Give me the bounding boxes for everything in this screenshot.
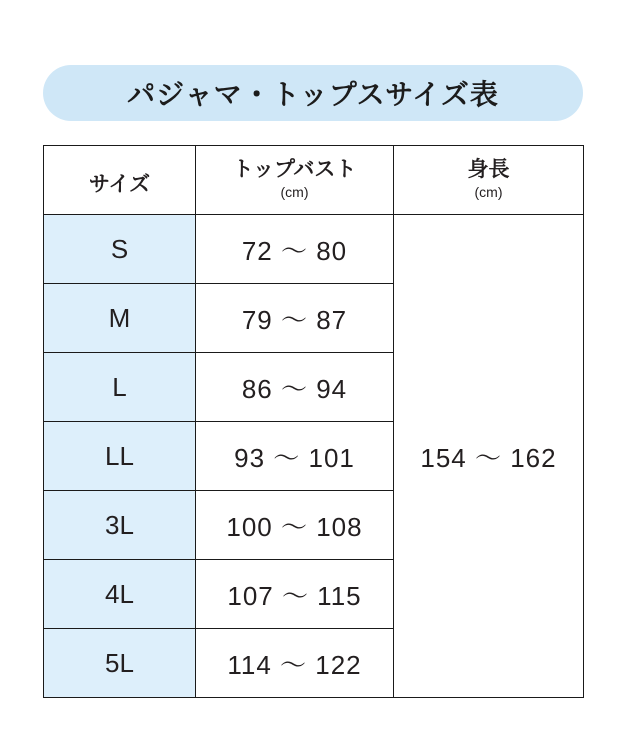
size-table <box>43 145 584 698</box>
header-size: サイズ <box>44 146 196 215</box>
cell-height: 154 〜 162 <box>394 215 584 698</box>
cell-top-bust: 72 〜 80 <box>196 215 394 284</box>
header-top-bust: トップバスト (cm) <box>196 146 394 215</box>
cell-size: L <box>44 353 196 422</box>
cell-top-bust: 107 〜 115 <box>196 560 394 629</box>
table-row <box>44 215 584 284</box>
title-banner <box>43 65 583 121</box>
cell-size: 5L <box>44 629 196 698</box>
cell-top-bust: 93 〜 101 <box>196 422 394 491</box>
cell-size: 4L <box>44 560 196 629</box>
header-height: 身長 (cm) <box>394 146 584 215</box>
cell-top-bust: 79 〜 87 <box>196 284 394 353</box>
table-header-row <box>44 146 584 215</box>
cell-size: LL <box>44 422 196 491</box>
table-header <box>44 146 584 215</box>
cell-size: S <box>44 215 196 284</box>
table-body <box>44 215 584 698</box>
cell-top-bust: 86 〜 94 <box>196 353 394 422</box>
cell-top-bust: 100 〜 108 <box>196 491 394 560</box>
cell-size: M <box>44 284 196 353</box>
cell-size: 3L <box>44 491 196 560</box>
page-title: パジャマ・トップスサイズ表 <box>127 79 499 110</box>
cell-top-bust: 114 〜 122 <box>196 629 394 698</box>
